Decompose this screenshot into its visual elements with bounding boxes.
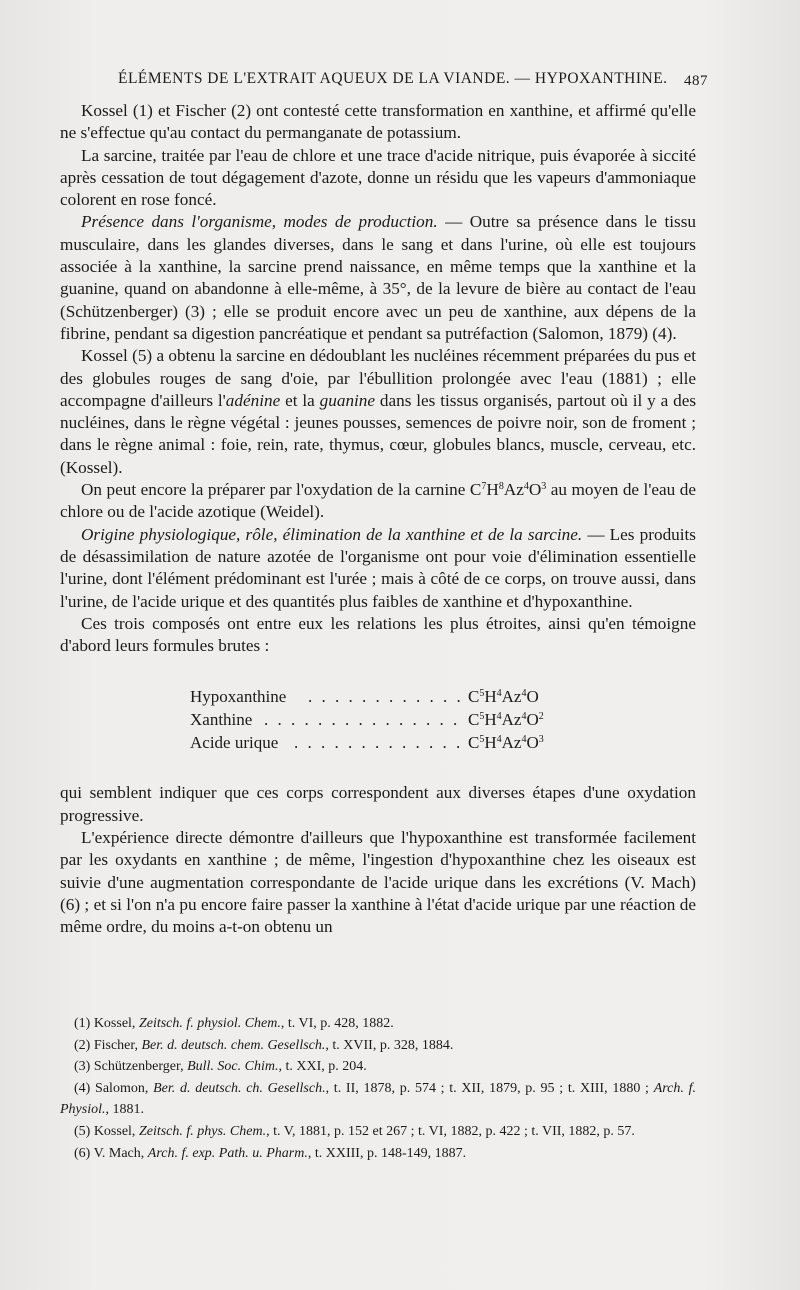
page-number: 487 (684, 73, 708, 89)
footnote: (1) Kossel, Zeitsch. f. physiol. Chem., t. VI, p. 428, 1882. (74, 1016, 394, 1031)
compound-name: Acide urique (190, 733, 279, 753)
paragraph: On peut encore la préparer par l'oxydation de la carnine $C^7H^8Az^4O^3$ au moyen de l'eau de chlore ou de l'acide azotique (Weidel). (60, 480, 697, 522)
paragraph: Présence dans l'organisme, modes de production. — Outre sa présence dans le tissu musculaire, dans les glandes diverses, dans le sang et dans l'urine, où elle est toujours associée à la xanthine, la sarcine prend naissance, en même temps que la xanthine et la guanine, quand on abandonne à elle-même, à 35°, de la levure de bière au contact de l'eau (Schützenberger) (3) ; elle se produit encore avec un peu de xanthine, aux dépens de la fibrine, pendant sa digestion pancréatique et pendant sa putréfaction (Salomon, 1879) (4). (60, 212, 696, 343)
leader-dots: . . . . . . . . . . . . (308, 687, 464, 707)
chemical-formula: $C^5H^4Az^4O$ (468, 687, 539, 707)
paragraph: Ces trois composés ont entre eux les relations les plus étroites, ainsi qu'en témoigne d'abord leurs formules brutes : (60, 613, 696, 656)
leader-dots: . . . . . . . . . . . . . . . (264, 710, 460, 730)
chemical-formula: $C^5H^4Az^4O^2$ (468, 710, 544, 730)
paragraph: L'expérience directe démontre d'ailleurs que l'hypoxanthine est transformée facilement par les oxydants en xanthine ; de même, l'ingestion d'hypoxanthine chez les oiseaux est suivie d'une augmentation correspondante de l'acide urique dans les excrétions (V. Mach) (6) ; et si l'on n'a pu encore faire passer la xanthine à l'état d'acide urique par une réaction de même ordre, du moins a-t-on obtenu un (60, 828, 696, 937)
compound-name: Xanthine (190, 710, 253, 730)
leader-dots: . . . . . . . . . . . . . (294, 733, 463, 753)
chemical-formula: $C^5H^4Az^4O^3$ (468, 733, 544, 753)
footnotes (60, 1013, 696, 1164)
paragraph: Kossel (5) a obtenu la sarcine en dédoublant les nucléines récemment préparées du pus et des globules rouges de sang d'oie, par l'ébullition prolongée avec l'eau (1881) ; elle accompagne d'ailleurs l'adénine et la guanine dans les tissus organisés, partout où il y a des nucléines, dans le règne végétal : jeunes pousses, semences de poivre noir, son de froment ; dans le règne animal : foie, rein, rate, thymus, cœur, globules blancs, muscle, cerveau, etc. (Kossel). (60, 346, 697, 477)
formula-row (190, 709, 610, 731)
section-lead: Présence dans l'organisme, modes de production. (81, 212, 438, 232)
footnote: (5) Kossel, Zeitsch. f. phys. Chem., t. V, 1881, p. 152 et 267 ; t. VI, 1882, p. 422 ; t. VII, 1882, p. 57. (74, 1123, 635, 1139)
formula-row (190, 686, 610, 708)
footnote: (6) V. Mach, Arch. f. exp. Path. u. Pharm., t. XXIII, p. 148-149, 1887. (74, 1145, 467, 1161)
formula-table (60, 686, 696, 756)
compound-name: Hypoxanthine (190, 687, 287, 707)
main-text (60, 100, 696, 939)
footnote: (2) Fischer, Ber. d. deutsch. chem. Gesellsch., t. XVII, p. 328, 1884. (74, 1037, 454, 1053)
formula-row (190, 732, 610, 754)
paragraph: Origine physiologique, rôle, élimination de la xanthine et de la sarcine. — Les produits de désassimilation de nature azotée de l'organisme ont pour voie d'élimination essentielle l'urine, dont l'élément prédominant est l'urée ; mais à côté de ce corps, on trouve aussi, dans l'urine, de l'acide urique et des quantités plus faibles de xanthine et d'hypoxanthine. (60, 524, 696, 611)
footnote: (3) Schützenberger, Bull. Soc. Chim., t. XXI, p. 204. (74, 1059, 367, 1075)
running-title: ÉLÉMENTS DE L'EXTRAIT AQUEUX DE LA VIANDE. — HYPOXANTHINE. (118, 70, 668, 87)
section-lead: Origine physiologique, rôle, élimination de la xanthine et de la sarcine. (81, 524, 583, 544)
paragraph: Kossel (1) et Fischer (2) ont contesté cette transformation en xanthine, et affirmé qu'elle ne s'effectue qu'au contact du permanganate de potassium. (60, 101, 696, 143)
paragraph: qui semblent indiquer que ces corps correspondent aux diverses étapes d'une oxydation progressive. (60, 783, 696, 825)
page-header (118, 70, 708, 96)
footnote: (4) Salomon, Ber. d. deutsch. ch. Gesellsch., t. II, 1878, p. 574 ; t. XII, 1879, p. 95 ; t. XIII, 1880 ; Arch. f. Physiol., 1881. (60, 1080, 697, 1118)
paragraph: La sarcine, traitée par l'eau de chlore et une trace d'acide nitrique, puis évaporée à siccité après cessation de tout dégagement d'azote, donne un résidu que les vapeurs d'ammoniaque colorent en rose foncé. (60, 145, 696, 210)
